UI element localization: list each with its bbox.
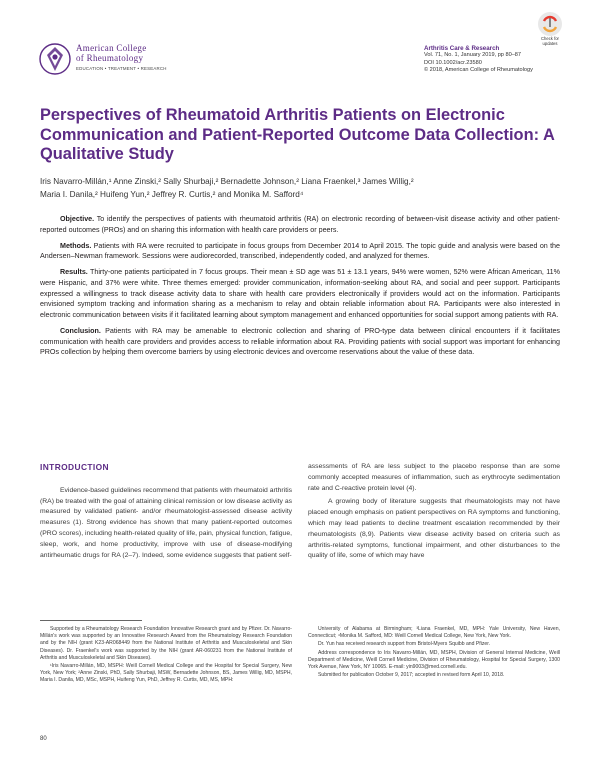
authors-line-1 [40, 176, 560, 189]
conclusion-text: Patients with RA may be amenable to electronic collection and sharing of PRO-type data between clinical encounters if it facilitates communication with health care providers and provides access to reliable information about RA. Providing patients with social support was important for enhancing PROs collection by helping them overcome barriers by using electronic devices and overcome reservations about the value of these data. [40, 326, 561, 357]
authors-text-2: Maria I. Danila,² Huifeng Yun,² Jeffrey R. Curtis,² and Monika M. Safford⁴ [40, 189, 304, 199]
abstract-conclusion [40, 326, 560, 358]
left-column [40, 462, 292, 561]
journal-info [424, 45, 554, 75]
intro-paragraph-1: Evidence-based guidelines recommend that patients with rheumatoid arthritis (RA) be treated with the goal of attaining clinical remission or low disease activity as measured by validated patient- and/or rheumatologist-assessed disease activity measures (1). Strong evidence has shown that many patient-reported outcomes (PRO scores), including health-related quality of life, pain, physical function, fatigue, sleep, work, and home productivity, improve with use of disease-modifying antirheumatic drugs for RA (2–7). Indeed, some evidence suggests that patient self- [40, 486, 292, 559]
conclusion-label: Conclusion. [60, 326, 101, 335]
abstract-results [40, 267, 560, 321]
objective-label: Objective. [60, 215, 95, 223]
right-column [308, 462, 560, 562]
badge-line-1: Check for [541, 36, 559, 41]
logo-line-1: American College [76, 43, 147, 53]
methods-text: Patients with RA were recruited to participate in focus groups from December 2014 to April 2015. The topic guide and analysis were based on the Andersen–Newman framework. Sessions were audiorecorded, transcribed, independently coded, and analyzed for themes. [40, 241, 560, 261]
authors-text-1: Iris Navarro-Millán,¹ Anne Zinski,² Sally Shurbaji,² Bernadette Johnson,² Liana Fraenkel,³ James Willig,² [40, 177, 414, 186]
abstract-methods [40, 241, 560, 263]
logo-line-2: of Rheumatology [76, 53, 144, 63]
footnote-divider [40, 620, 142, 621]
journal-name: Arthritis Care & Research [424, 45, 500, 52]
footnote-submission: Submitted for publication October 9, 2017; accepted in revised form April 10, 2018. [318, 672, 505, 679]
journal-copyright: © 2018, American College of Rheumatology [424, 67, 533, 74]
abstract [40, 214, 560, 363]
journal-volume: Vol. 71, No. 1, January 2019, pp 80–87 [424, 52, 522, 59]
acr-logo [38, 42, 188, 82]
methods-label: Methods. [60, 241, 92, 250]
objective-text: To identify the perspectives of patients with rheumatoid arthritis (RA) on electronic recording of between-visit disease activity and other patient-reported outcomes (PROs) and on sharing this information with health care providers or peers. [40, 215, 561, 234]
article-title: Perspectives of Rheumatoid Arthritis Patients on Electronic Communication and Patient-Reported Outcome Data Collection: A Qualitative Study [40, 106, 555, 164]
results-text: Thirty-one patients participated in 7 focus groups. Their mean ± SD age was 51 ± 13.1 years, 94% were women, 52% were African American, 11% were Hispanic, and 37% were white. Three themes emerged: provider communication, information-seeking about RA, and social and peer support. Participants expressed a willingness to track disease activity data to share with health care providers electronically if providers would act on the information. Participants envisioned symptom tracking and information sharing as a mechanism to relay and obtain reliable information about RA. Participants were also interested in electronic communication between visits if it facilitated learning about symptom management and enhanced opportunities for social support among patients with RA. [40, 268, 561, 319]
footnote-disclosure: Dr. Yun has received research support from Bristol-Myers Squibb and Pfizer. [318, 641, 491, 648]
acr-emblem-icon [38, 42, 72, 76]
intro-paragraph-3: A growing body of literature suggests that rheumatologists may not have placed enough emphasis on patient perspectives on RA symptoms and functioning, which may lead patients to decline treatment escalation recommended by their rheumatologists (8,9). Patients view disease activity based on criteria such as arthritis-related symptoms, functional impairment, and other disturbances to the quality of life, some of which may have [308, 498, 560, 560]
logo-tagline: EDUCATION • TREATMENT • RESEARCH [76, 66, 167, 71]
footnote-funding: Supported by a Rheumatology Research Foundation Innovative Research grant and by Pfizer. Dr. Navarro-Millán's work was supported by an Innovative Research Award from the Rheumatology Research Foundation and by the NIH (grant K23-AR068449 from the National Institute of Arthritis and Musculoskeletal and Skin Diseases). Dr. Fraenkel's work was supported by the NIH (grant AR-060231 from the National Institute of Arthritis and Musculoskeletal and Skin Diseases). [40, 626, 292, 661]
check-for-updates-badge[interactable] [530, 12, 570, 48]
results-label: Results. [60, 268, 88, 276]
journal-doi[interactable]: DOI 10.1002/acr.23580 [424, 59, 482, 66]
footnotes-left [40, 626, 292, 686]
update-icon [538, 12, 562, 36]
intro-paragraph-2: assessments of RA are less subject to the placebo response than are some commonly accepted measures of inflammation, such as erythrocyte sedimentation rate and C-reactive protein level (4). [308, 463, 560, 492]
footnote-correspondence: Address correspondence to Iris Navarro-Millán, MD, MSPH, Division of General Internal Medicine, Weill Department of Medicine, Weill Cornell Medicine, Division of Rheumatology, Hospital for Special Surgery, 1300 York Avenue, New York, NY 10065. E-mail: yin9003@med.cornell.edu. [308, 649, 560, 671]
footnotes-right [308, 626, 560, 680]
author-list [40, 176, 560, 202]
badge-line-2: updates [542, 40, 558, 46]
abstract-objective [40, 214, 560, 236]
introduction-heading: INTRODUCTION [40, 462, 110, 472]
authors-line-2 [40, 189, 560, 202]
acr-wordmark [76, 43, 167, 74]
footnote-affiliations: ¹Iris Navarro-Millán, MD, MSPH: Weill Cornell Medical College and the Hospital for Special Surgery, New York, New York; ²Anne Zinski, PhD, Sally Shurbaji, MSW, Bernadette Johnson, BS, James Willig, MD, MSPH, Maria I. Danila, MD, MSc, MSPH, Huifeng Yun, PhD, Jeffrey R. Curtis, MD, MS, MPH: [40, 663, 292, 684]
page-number: 80 [40, 736, 47, 742]
footnote-affiliations-cont: University of Alabama at Birmingham; ³Liana Fraenkel, MD, MPH: Yale University, New Haven, Connecticut; ⁴Monika M. Safford, MD: Weill Cornell Medical College, New York, New York. [308, 626, 560, 640]
